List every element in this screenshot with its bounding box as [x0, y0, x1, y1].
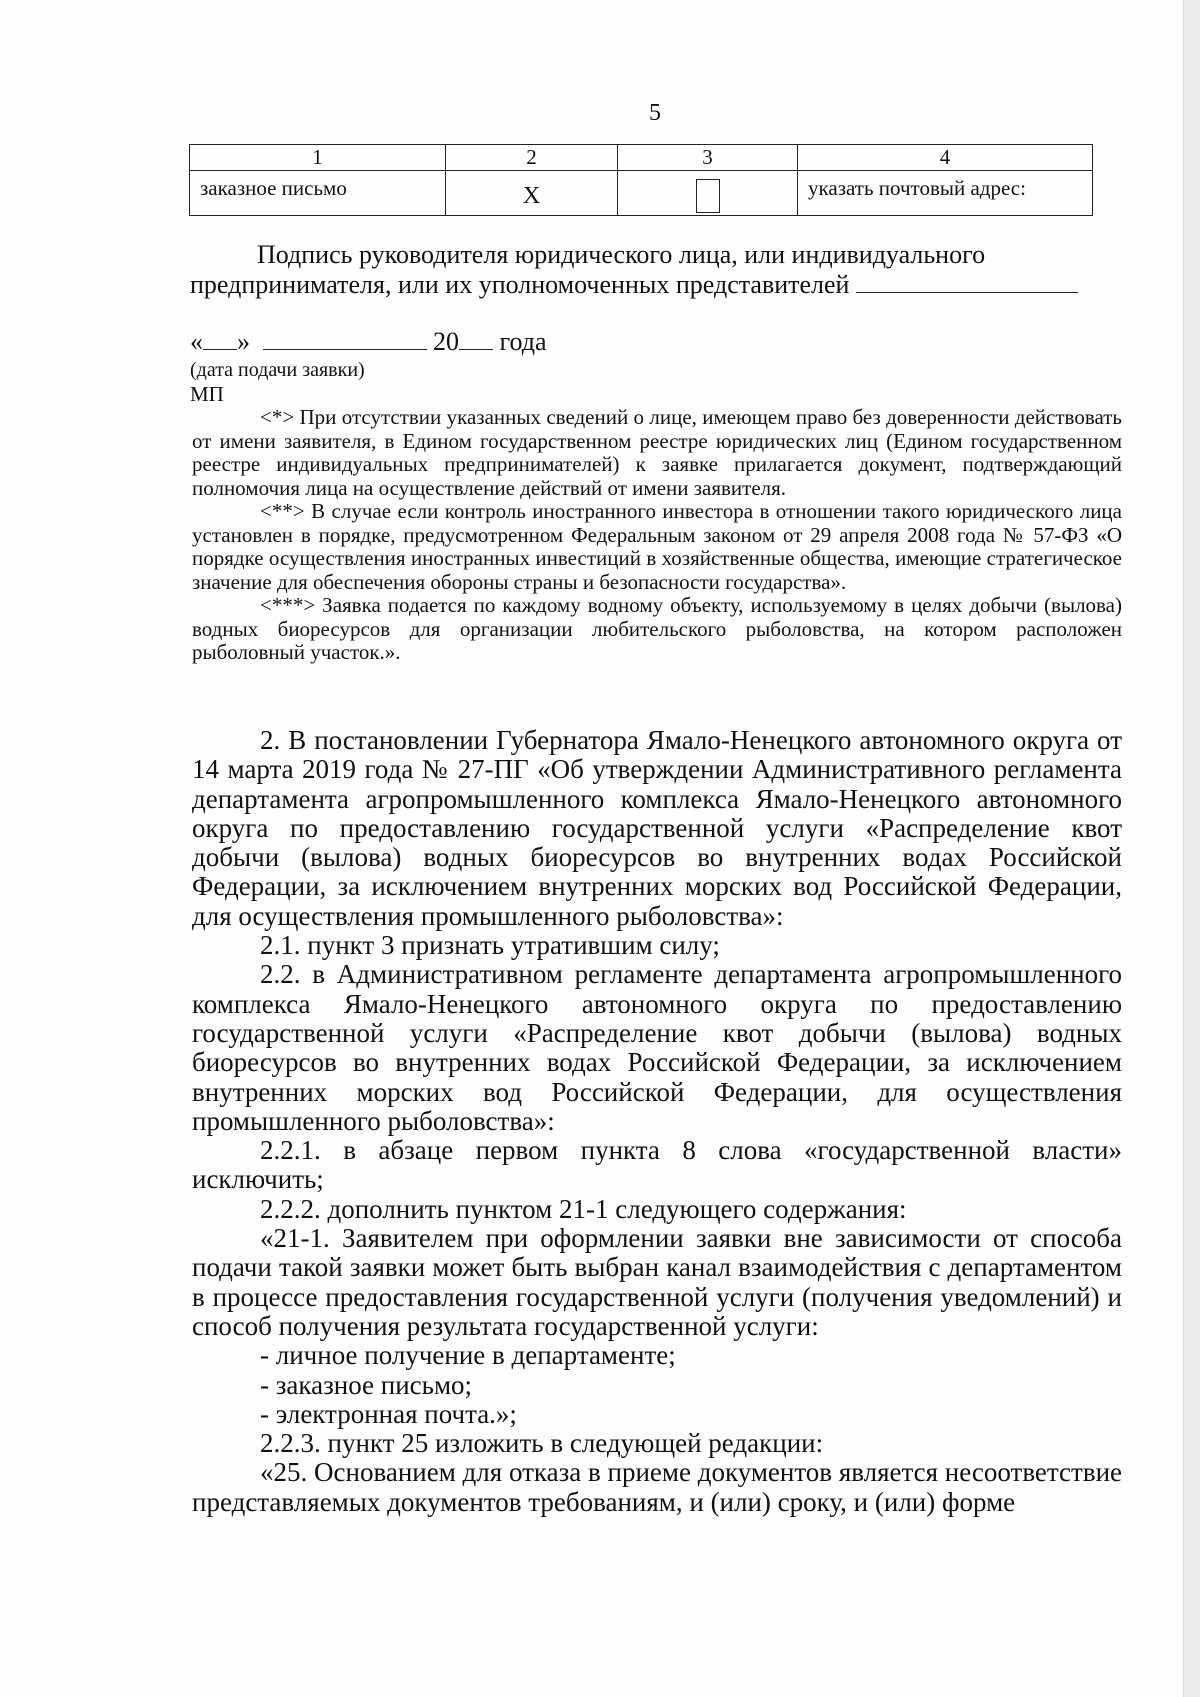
signature-line-2	[190, 270, 1125, 300]
footnotes	[192, 406, 1122, 665]
table-cell	[798, 171, 1093, 216]
date-open-quote: «	[190, 327, 203, 356]
table-header-cell: 4	[798, 145, 1093, 171]
paragraph-2-2-3: 2.2.3. пункт 25 изложить в следующей редакции:	[260, 1428, 824, 1459]
table-header-cell: 1	[190, 145, 446, 171]
month-blank	[263, 327, 427, 350]
year-suffix: года	[499, 327, 547, 356]
page-number: 5	[649, 100, 661, 126]
footnote-3: <***> Заявка подается по каждому водному объекту, используемому в целях добычи (вылова) водных биоресурсов для организации любительского рыболовства, на котором расположен рыболовный участок.».	[192, 593, 1122, 664]
stamp-label: МП	[190, 382, 224, 406]
delivery-method-label: заказное письмо	[200, 176, 347, 200]
table-cell	[446, 171, 618, 216]
paragraph-2-2: 2.2. в Административном регламенте департамента агропромышленного комплекса Ямало-Ненецкого автономного округа по предоставлению государственной услуги «Распределение квот добычи (вылова) водных биоресурсов во внутренних водах Российской Федерации, за исключением внутренних морских вод Российской Федерации, для осуществления промышленного рыболовства»:	[192, 959, 1122, 1136]
date-close-quote: »	[237, 327, 250, 356]
year-blank	[459, 327, 493, 350]
signature-line-text: предпринимателя, или их уполномоченных представителей	[190, 270, 850, 299]
selection-mark: Х	[522, 183, 541, 209]
signature-blank	[856, 270, 1078, 293]
table-row	[190, 171, 1093, 216]
footnote-2: <**> В случае если контроль иностранного инвестора в отношении такого юридического лица установлен в порядке, предусмотренном Федеральным законом от 29 апреля 2008 года № 57-ФЗ «О порядке осуществления иностранных инвестиций в хозяйственные общества, имеющие стратегическое значение для обеспечения обороны страны и безопасности государства».	[192, 499, 1122, 594]
footnote-1: <*> При отсутствии указанных сведений о лице, имеющем право без доверенности действовать от имени заявителя, в Едином государственном реестре юридических лиц (Едином государственном реестре индивидуальных предпринимателей) к заявке прилагается документ, подтверждающий полномочия лица на осуществление действий от имени заявителя.	[192, 405, 1122, 500]
table-header-cell: 3	[618, 145, 798, 171]
list-item: - электронная почта.»;	[260, 1398, 517, 1429]
date-caption: (дата подачи заявки)	[190, 359, 365, 381]
date-line	[190, 327, 1125, 357]
checkbox[interactable]	[696, 179, 720, 213]
paragraph-25: «25. Основанием для отказа в приеме документов является несоответствие представляемых документов требованиям, и (или) сроку, и (или) форме	[192, 1457, 1122, 1517]
table-header-cell: 2	[446, 145, 618, 171]
paragraph-2-1: 2.1. пункт 3 признать утратившим силу;	[260, 930, 720, 961]
table-header-row	[190, 145, 1093, 171]
delivery-method-table	[189, 144, 1093, 216]
year-prefix: 20	[433, 327, 459, 356]
day-blank	[203, 327, 237, 350]
paragraph-2-2-2: 2.2.2. дополнить пунктом 21-1 следующего содержания:	[260, 1193, 907, 1224]
signature-line-1: Подпись руководителя юридического лица, или индивидуального	[257, 240, 986, 269]
table-cell	[190, 171, 446, 216]
list-item: - личное получение в департаменте;	[260, 1340, 676, 1371]
postal-address-label: указать почтовый адрес:	[808, 176, 1026, 200]
list-item: - заказное письмо;	[260, 1369, 473, 1400]
main-text	[192, 726, 1122, 1517]
table-cell	[618, 171, 798, 216]
paragraph-2: 2. В постановлении Губернатора Ямало-Ненецкого автономного округа от 14 марта 2019 года № 27-ПГ «Об утверждении Административного регламента департамента агропромышленного комплекса Ямало-Ненецкого автономного округа по предоставлению государственной услуги «Распределение квот добычи (вылова) водных биоресурсов во внутренних водах Российской Федерации, за исключением внутренних морских вод Российской Федерации, для осуществления промышленного рыболовства»:	[192, 725, 1122, 931]
paragraph-2-2-1: 2.2.1. в абзаце первом пункта 8 слова «государственной власти» исключить;	[192, 1135, 1122, 1195]
paragraph-21-1: «21-1. Заявителем при оформлении заявки вне зависимости от способа подачи такой заявки может быть выбран канал взаимодействия с департаментом в процессе предоставления государственной услуги (получения уведомлений) и способ получения результата государственной услуги:	[192, 1223, 1122, 1341]
